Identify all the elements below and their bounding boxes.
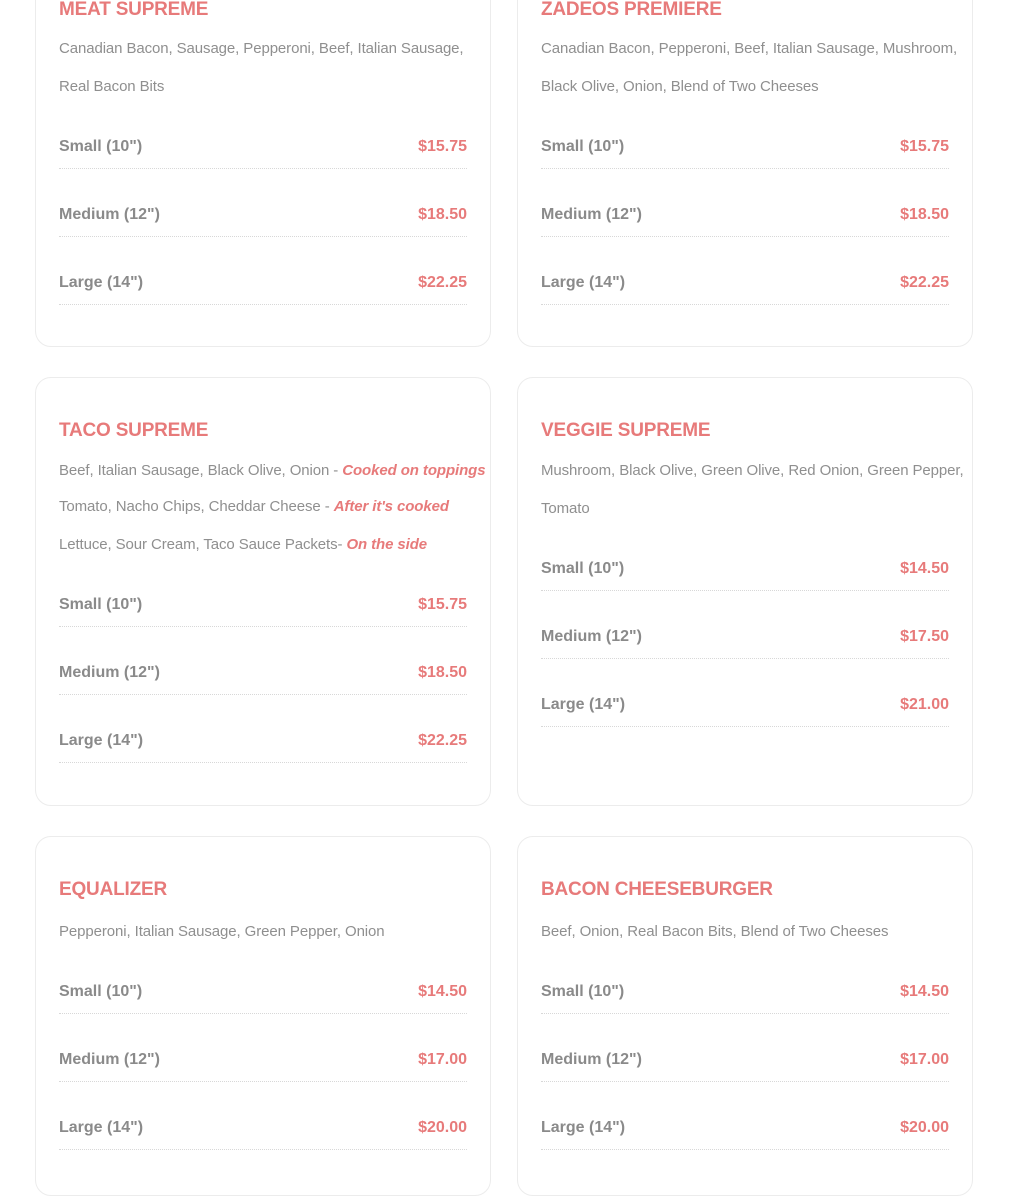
- menu-card-zadeos-premiere: [517, 0, 973, 347]
- size-label: Small (10"): [541, 560, 625, 577]
- price-row-small: [59, 596, 467, 627]
- size-label: Large (14"): [59, 274, 144, 291]
- size-label: Small (10"): [59, 596, 143, 613]
- menu-item-title: EQUALIZER: [59, 879, 167, 900]
- menu-item-description: Tomato: [541, 500, 590, 517]
- size-label: Large (14"): [541, 696, 626, 713]
- price-value: $14.50: [900, 560, 949, 577]
- menu-item-description: Canadian Bacon, Sausage, Pepperoni, Beef, Italian Sausage,: [59, 40, 464, 57]
- menu-card-bacon-cheeseburger: [517, 836, 973, 1196]
- menu-item-description: Tomato, Nacho Chips, Cheddar Cheese - After it's cooked: [59, 498, 449, 515]
- price-row-medium: [59, 1051, 467, 1082]
- price-value: $18.50: [900, 206, 949, 223]
- price-row-small: [59, 983, 467, 1014]
- price-row-medium: [541, 1051, 949, 1082]
- size-label: Large (14"): [59, 1119, 144, 1136]
- price-value: $14.50: [418, 983, 467, 1000]
- menu-card-meat-supreme: [35, 0, 491, 347]
- menu-item-description: Real Bacon Bits: [59, 78, 165, 95]
- cooking-note: On the side: [346, 536, 428, 553]
- price-value: $22.25: [900, 274, 949, 291]
- price-value: $20.00: [900, 1119, 949, 1136]
- size-label: Large (14"): [59, 732, 144, 749]
- price-row-medium: [541, 628, 949, 659]
- menu-item-title: TACO SUPREME: [59, 420, 209, 441]
- price-value: $22.25: [418, 274, 467, 291]
- menu-item-description: Canadian Bacon, Pepperoni, Beef, Italian Sausage, Mushroom,: [541, 40, 958, 57]
- price-value: $15.75: [418, 596, 467, 613]
- price-value: $17.00: [418, 1051, 467, 1068]
- size-label: Small (10"): [59, 983, 143, 1000]
- size-label: Large (14"): [541, 274, 626, 291]
- menu-card-equalizer: [35, 836, 491, 1196]
- menu-item-title: VEGGIE SUPREME: [541, 420, 711, 441]
- menu-item-title: ZADEOS PREMIERE: [541, 0, 722, 20]
- price-row-small: [541, 560, 949, 591]
- size-label: Medium (12"): [59, 664, 160, 681]
- price-row-medium: [541, 206, 949, 237]
- price-row-small: [59, 138, 467, 169]
- menu-item-description: Pepperoni, Italian Sausage, Green Pepper, Onion: [59, 923, 385, 940]
- size-label: Medium (12"): [59, 1051, 160, 1068]
- size-label: Small (10"): [541, 983, 625, 1000]
- price-value: $20.00: [418, 1119, 467, 1136]
- price-row-large: [541, 1119, 949, 1150]
- price-row-large: [59, 1119, 467, 1150]
- price-value: $15.75: [418, 138, 467, 155]
- menu-card-veggie-supreme: [517, 377, 973, 806]
- menu-item-description: Beef, Onion, Real Bacon Bits, Blend of Two Cheeses: [541, 923, 889, 940]
- cooking-note: After it's cooked: [333, 498, 449, 515]
- menu-item-description: Mushroom, Black Olive, Green Olive, Red Onion, Green Pepper,: [541, 462, 964, 479]
- menu-item-title: BACON CHEESEBURGER: [541, 879, 773, 900]
- size-label: Medium (12"): [541, 628, 642, 645]
- price-value: $18.50: [418, 664, 467, 681]
- price-row-large: [541, 696, 949, 727]
- cooking-note: Cooked on toppings: [342, 462, 486, 479]
- price-value: $17.50: [900, 628, 949, 645]
- price-value: $14.50: [900, 983, 949, 1000]
- price-row-large: [59, 274, 467, 305]
- size-label: Large (14"): [541, 1119, 626, 1136]
- size-label: Medium (12"): [59, 206, 160, 223]
- price-row-medium: [59, 664, 467, 695]
- menu-item-description: Beef, Italian Sausage, Black Olive, Onion - Cooked on toppings: [59, 462, 486, 479]
- size-label: Small (10"): [59, 138, 143, 155]
- price-row-large: [541, 274, 949, 305]
- price-value: $17.00: [900, 1051, 949, 1068]
- size-label: Small (10"): [541, 138, 625, 155]
- price-value: $22.25: [418, 732, 467, 749]
- price-row-small: [541, 983, 949, 1014]
- price-value: $15.75: [900, 138, 949, 155]
- size-label: Medium (12"): [541, 206, 642, 223]
- price-row-medium: [59, 206, 467, 237]
- price-row-small: [541, 138, 949, 169]
- price-value: $21.00: [900, 696, 949, 713]
- price-value: $18.50: [418, 206, 467, 223]
- menu-item-title: MEAT SUPREME: [59, 0, 209, 20]
- menu-item-description: Black Olive, Onion, Blend of Two Cheeses: [541, 78, 819, 95]
- menu-item-description: Lettuce, Sour Cream, Taco Sauce Packets- On the side: [59, 536, 428, 553]
- menu-card-taco-supreme: [35, 377, 491, 806]
- price-row-large: [59, 732, 467, 763]
- size-label: Medium (12"): [541, 1051, 642, 1068]
